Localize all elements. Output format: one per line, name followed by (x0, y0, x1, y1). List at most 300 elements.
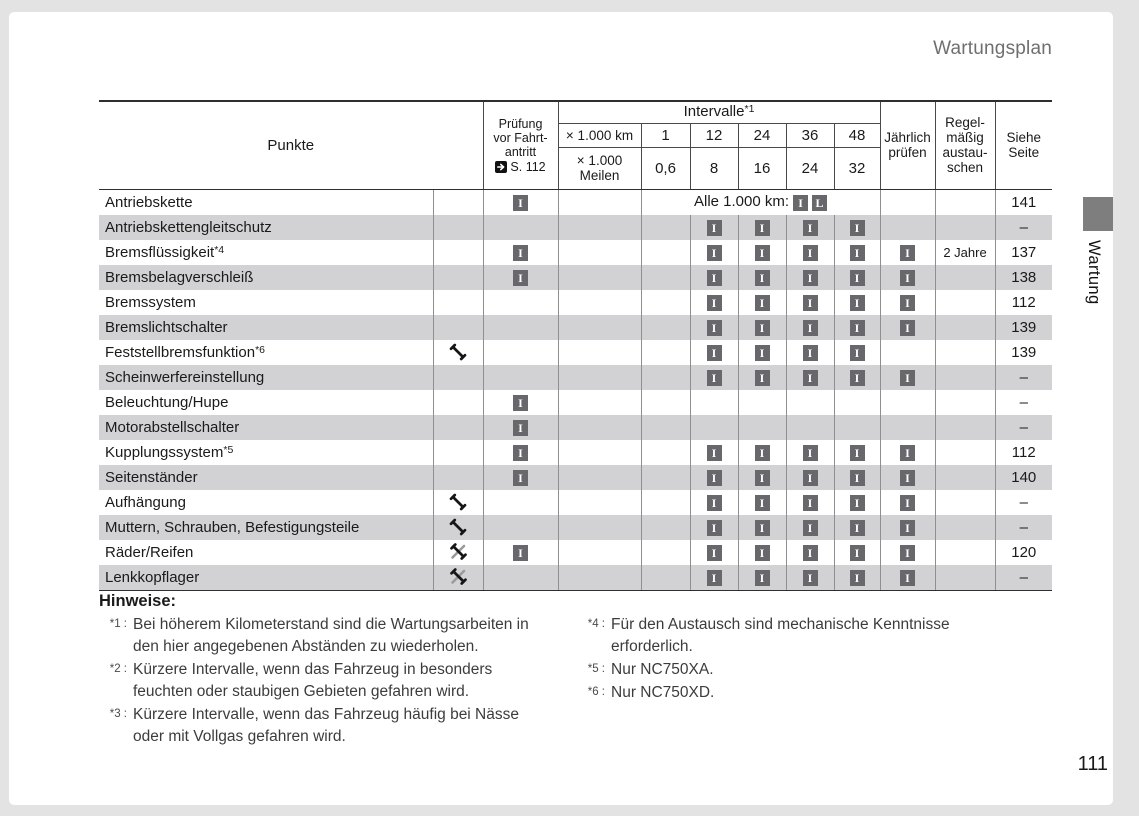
interval-cell (641, 340, 690, 365)
annual-check-cell (880, 515, 935, 540)
column-header-annual-check (880, 101, 935, 189)
inspect-badge: I (707, 270, 722, 286)
footnote-ref: *6 (255, 343, 265, 356)
footnote-ref: *4 (214, 243, 225, 256)
inspect-badge: I (803, 295, 818, 311)
km-scale-cell (558, 465, 641, 490)
notes-right-column (577, 614, 1055, 749)
interval-cell (641, 315, 690, 340)
see-page-cell: 140 (995, 465, 1052, 490)
miles-tick: 32 (834, 147, 880, 189)
km-scale-cell (558, 565, 641, 591)
interval-cell (690, 290, 738, 315)
inspect-badge: I (513, 245, 528, 261)
annual-check-cell (880, 540, 935, 565)
inspect-badge: I (850, 270, 865, 286)
see-page-cell: 120 (995, 540, 1052, 565)
inspect-badge: I (850, 345, 865, 361)
table-row (99, 490, 1052, 515)
pre-ride-page-ref: S. 112 (510, 159, 546, 174)
see-page-cell: – (995, 390, 1052, 415)
replace-line-4: schen (947, 160, 984, 176)
interval-cell (738, 490, 786, 515)
inspect-badge: I (707, 295, 722, 311)
pre-ride-cell (483, 565, 558, 591)
see-page-cell: 139 (995, 340, 1052, 365)
see-page-line-2: Seite (1008, 145, 1040, 161)
wrench-icon (449, 343, 467, 361)
inspect-badge: I (707, 570, 722, 586)
annual-check-cell (880, 290, 935, 315)
see-page-cell: – (995, 515, 1052, 540)
interval-cell (834, 490, 880, 515)
inspect-badge: I (513, 270, 528, 286)
interval-cell (786, 540, 834, 565)
table-row (99, 515, 1052, 540)
replace-interval-cell (935, 215, 995, 240)
inspect-badge: I (755, 570, 770, 586)
km-scale-cell (558, 540, 641, 565)
interval-cell (786, 215, 834, 240)
interval-cell (834, 265, 880, 290)
item-label: Bremssystem (105, 293, 196, 311)
crossed-tools-icon (449, 567, 468, 586)
interval-note-cell: Alle 1.000 km: I L (641, 189, 880, 215)
see-page-cell: – (995, 415, 1052, 440)
interval-cell (641, 290, 690, 315)
km-scale-cell (558, 415, 641, 440)
item-label: Scheinwerfereinstellung (99, 365, 433, 390)
annual-check-cell (880, 315, 935, 340)
inspect-badge: I (513, 545, 528, 561)
item-label: Antriebskettengleitschutz (99, 215, 433, 240)
note-text: Kürzere Intervalle, wenn das Fahrzeug häufig bei Nässe oder mit Vollgas gefahren wird. (133, 706, 519, 745)
interval-cell (786, 365, 834, 390)
replace-interval-cell (935, 290, 995, 315)
km-scale-cell (558, 189, 641, 215)
interval-cell (690, 340, 738, 365)
inspect-badge: I (755, 295, 770, 311)
see-page-cell: 141 (995, 189, 1052, 215)
see-page-cell: 112 (995, 440, 1052, 465)
replace-interval-cell (935, 265, 995, 290)
interval-cell (641, 565, 690, 591)
table-row (99, 365, 1052, 390)
pre-ride-cell (483, 290, 558, 315)
see-page-cell: 138 (995, 265, 1052, 290)
see-page-line-1: Siehe (1006, 130, 1042, 146)
replace-interval-cell (935, 340, 995, 365)
chapter-tab-marker (1083, 197, 1113, 231)
interval-cell (641, 440, 690, 465)
note-text: Für den Austausch sind mechanische Kenntnisse erforderlich. (611, 616, 950, 655)
inspect-badge: I (900, 470, 915, 486)
interval-cell (738, 290, 786, 315)
page-reference-arrow-icon (495, 161, 507, 173)
inspect-badge: I (793, 195, 808, 211)
interval-cell (786, 415, 834, 440)
pre-ride-cell (483, 490, 558, 515)
interval-cell (738, 540, 786, 565)
replace-interval-cell (935, 390, 995, 415)
interval-cell (690, 465, 738, 490)
annual-check-cell (880, 215, 935, 240)
intervals-label: Intervalle (683, 102, 745, 120)
pre-ride-cell (483, 315, 558, 340)
replace-line-2: mäßig (946, 130, 984, 146)
interval-cell (690, 540, 738, 565)
replace-interval-cell (935, 415, 995, 440)
miles-line-2: Meilen (579, 168, 620, 183)
interval-cell (834, 215, 880, 240)
pre-ride-line-1: Prüfung (498, 116, 543, 131)
table-row (99, 240, 1052, 265)
inspect-badge: I (900, 245, 915, 261)
page-title: Wartungsplan (933, 38, 1052, 59)
crossed-tools-icon (449, 542, 468, 561)
km-tick: 12 (690, 123, 738, 147)
pre-ride-line-3: antritt (504, 144, 537, 159)
annual-check-cell (880, 465, 935, 490)
replace-interval-cell (935, 540, 995, 565)
tool-cell (433, 515, 483, 540)
inspect-badge: I (803, 470, 818, 486)
inspect-badge: I (513, 470, 528, 486)
inspect-badge: I (850, 295, 865, 311)
km-scale-cell (558, 390, 641, 415)
pre-ride-cell (483, 390, 558, 415)
note-ref: *2 : (109, 663, 127, 675)
tool-cell (433, 415, 483, 440)
item-label: Motorabstellschalter (99, 415, 433, 440)
pre-ride-line-2: vor Fahrt- (493, 130, 548, 145)
interval-cell (641, 365, 690, 390)
interval-cell (738, 340, 786, 365)
chapter-tab-label: Wartung (1085, 240, 1103, 305)
miles-line-1: × 1.000 (576, 153, 623, 168)
interval-cell (786, 340, 834, 365)
tool-cell (433, 365, 483, 390)
pre-ride-cell (483, 415, 558, 440)
km-scale-cell (558, 515, 641, 540)
annual-check-cell (880, 340, 935, 365)
inspect-badge: I (755, 245, 770, 261)
interval-cell (834, 465, 880, 490)
interval-cell (641, 540, 690, 565)
inspect-badge: I (900, 570, 915, 586)
interval-cell (738, 315, 786, 340)
pre-ride-cell (483, 365, 558, 390)
column-header-see-page (995, 101, 1052, 189)
table-row (99, 415, 1052, 440)
tool-cell (433, 240, 483, 265)
interval-cell (738, 515, 786, 540)
interval-cell (786, 465, 834, 490)
wrench-icon (449, 493, 467, 511)
km-tick: 1 (641, 123, 690, 147)
interval-cell (834, 315, 880, 340)
annual-line-2: prüfen (888, 145, 927, 161)
pre-ride-cell (483, 340, 558, 365)
interval-cell (641, 415, 690, 440)
annual-check-cell (880, 265, 935, 290)
km-tick: 48 (834, 123, 880, 147)
inspect-badge: I (513, 420, 528, 436)
pre-ride-cell (483, 515, 558, 540)
pre-ride-cell (483, 215, 558, 240)
interval-cell (738, 465, 786, 490)
inspect-badge: I (850, 570, 865, 586)
item-label: Beleuchtung/Hupe (105, 393, 229, 411)
km-scale-cell (558, 240, 641, 265)
replace-interval-cell (935, 315, 995, 340)
km-scale-cell (558, 265, 641, 290)
interval-cell (834, 540, 880, 565)
inspect-badge: I (513, 445, 528, 461)
km-scale-cell (558, 440, 641, 465)
table-row (99, 315, 1052, 340)
interval-cell (786, 490, 834, 515)
tool-cell (433, 290, 483, 315)
note-item (577, 614, 1055, 658)
inspect-badge: I (803, 270, 818, 286)
interval-cell (786, 440, 834, 465)
inspect-badge: I (900, 445, 915, 461)
note-item (99, 614, 577, 658)
interval-cell (690, 240, 738, 265)
inspect-badge: I (850, 520, 865, 536)
replace-interval-cell (935, 515, 995, 540)
replace-line-3: austau- (942, 145, 988, 161)
km-scale-cell (558, 215, 641, 240)
page-number: 111 (1077, 753, 1108, 775)
interval-cell (690, 440, 738, 465)
inspect-badge: I (755, 495, 770, 511)
column-header-regular-replace (935, 101, 995, 189)
inspect-badge: I (850, 545, 865, 561)
interval-cell (786, 240, 834, 265)
replace-interval-cell (935, 465, 995, 490)
interval-cell (786, 290, 834, 315)
interval-cell (786, 565, 834, 591)
miles-tick: 8 (690, 147, 738, 189)
see-page-cell: 112 (995, 290, 1052, 315)
see-page-cell: 137 (995, 240, 1052, 265)
item-label: Feststellbremsfunktion$^{*6}$ (105, 343, 265, 361)
see-page-cell: – (995, 215, 1052, 240)
interval-cell (834, 565, 880, 591)
inspect-badge: I (803, 220, 818, 236)
interval-cell (738, 415, 786, 440)
inspect-badge: I (755, 220, 770, 236)
note-text: Bei höherem Kilometerstand sind die Wartungsarbeiten in den hier angegebenen Abständen zu wiederholen. (133, 616, 529, 655)
wrench-icon (449, 518, 467, 536)
column-header-punkte: Punkte (99, 101, 483, 189)
inspect-badge: I (803, 320, 818, 336)
pre-ride-cell (483, 440, 558, 465)
annual-check-cell (880, 240, 935, 265)
note-item (99, 659, 577, 703)
annual-check-cell (880, 415, 935, 440)
inspect-badge: I (755, 445, 770, 461)
note-ref: *1 : (109, 618, 127, 630)
km-scale-cell (558, 365, 641, 390)
table-row (99, 265, 1052, 290)
inspect-badge: I (707, 445, 722, 461)
interval-cell (690, 365, 738, 390)
inspect-badge: I (755, 270, 770, 286)
inspect-badge: I (755, 545, 770, 561)
tool-cell (433, 540, 483, 565)
interval-cell (690, 315, 738, 340)
inspect-badge: I (707, 345, 722, 361)
km-tick: 24 (738, 123, 786, 147)
see-page-cell: – (995, 365, 1052, 390)
footnote-ref: *5 (223, 443, 234, 456)
inspect-badge: I (803, 495, 818, 511)
tool-cell (433, 565, 483, 591)
inspect-badge: I (803, 445, 818, 461)
inspect-badge: I (900, 320, 915, 336)
see-page-cell: – (995, 490, 1052, 515)
inspect-badge: I (850, 470, 865, 486)
item-label: Bremsbelagverschleiß (99, 265, 433, 290)
see-page-cell: – (995, 565, 1052, 591)
inspect-badge: I (850, 220, 865, 236)
interval-cell (834, 240, 880, 265)
inspect-badge: I (803, 570, 818, 586)
inspect-badge: I (900, 370, 915, 386)
inspect-badge: I (513, 195, 528, 211)
note-text: Kürzere Intervalle, wenn das Fahrzeug in besonders feuchten oder staubigen Gebieten gefahren wird. (133, 661, 493, 700)
interval-cell (641, 240, 690, 265)
inspect-badge: I (850, 370, 865, 386)
intervals-footnote-ref: *1 (744, 102, 755, 115)
miles-scale-label (558, 147, 641, 189)
tool-cell (433, 265, 483, 290)
note-ref: *6 : (587, 686, 605, 698)
inspect-badge: I (900, 520, 915, 536)
item-label: Lenkkopflager (99, 565, 433, 591)
annual-check-cell (880, 490, 935, 515)
interval-cell (690, 490, 738, 515)
interval-cell (786, 515, 834, 540)
inspect-badge: I (900, 295, 915, 311)
interval-cell (834, 390, 880, 415)
see-page-cell: 139 (995, 315, 1052, 340)
inspect-badge: I (755, 520, 770, 536)
table-row (99, 465, 1052, 490)
interval-cell (641, 490, 690, 515)
interval-cell (738, 265, 786, 290)
note-ref: *5 : (587, 663, 605, 675)
table-row (99, 540, 1052, 565)
interval-cell (834, 440, 880, 465)
miles-tick: 16 (738, 147, 786, 189)
pre-ride-cell (483, 540, 558, 565)
replace-interval-cell (935, 365, 995, 390)
annual-check-cell (880, 440, 935, 465)
miles-tick: 24 (786, 147, 834, 189)
note-ref: *4 : (587, 618, 605, 630)
table-row (99, 290, 1052, 315)
inspect-badge: I (707, 545, 722, 561)
interval-cell (690, 265, 738, 290)
interval-cell (834, 515, 880, 540)
tool-cell (433, 315, 483, 340)
tool-cell (433, 440, 483, 465)
item-label: Seitenständer (99, 465, 433, 490)
note-text: Nur NC750XA. (611, 661, 714, 678)
interval-cell (690, 565, 738, 591)
annual-line-1: Jährlich (884, 130, 931, 146)
note-text: Nur NC750XD. (611, 684, 715, 701)
column-header-pre-ride-check (483, 101, 558, 189)
inspect-badge: I (707, 520, 722, 536)
interval-cell (690, 215, 738, 240)
tool-cell (433, 465, 483, 490)
interval-cell (834, 365, 880, 390)
item-label: Aufhängung (105, 493, 186, 511)
inspect-badge: I (900, 495, 915, 511)
tool-cell (433, 215, 483, 240)
table-row (99, 340, 1052, 365)
annual-check-cell (880, 365, 935, 390)
km-scale-cell (558, 315, 641, 340)
inspect-badge: I (707, 370, 722, 386)
inspect-badge: I (803, 370, 818, 386)
annual-check-cell (880, 565, 935, 591)
interval-cell (786, 390, 834, 415)
inspect-badge: I (850, 495, 865, 511)
inspect-badge: I (803, 545, 818, 561)
item-label: Bremsflüssigkeit$^{*4}$ (105, 243, 225, 261)
inspect-badge: I (803, 245, 818, 261)
table-row (99, 189, 1052, 215)
km-scale-cell (558, 490, 641, 515)
interval-cell (690, 515, 738, 540)
interval-cell (834, 290, 880, 315)
item-label: Bremslichtschalter (99, 315, 433, 340)
notes-heading: Hinweise: (99, 592, 177, 610)
replace-interval-cell (935, 565, 995, 591)
notes-section (99, 592, 1055, 749)
interval-cell (738, 390, 786, 415)
item-label: Räder/Reifen (105, 543, 194, 561)
inspect-badge: I (513, 395, 528, 411)
interval-cell (738, 240, 786, 265)
inspect-badge: I (755, 345, 770, 361)
inspect-badge: I (707, 470, 722, 486)
inspect-badge: I (707, 495, 722, 511)
interval-cell (834, 340, 880, 365)
lubricate-badge: L (812, 195, 827, 211)
interval-cell (834, 415, 880, 440)
table-row (99, 215, 1052, 240)
inspect-badge: I (803, 345, 818, 361)
miles-tick: 0,6 (641, 147, 690, 189)
annual-check-cell (880, 189, 935, 215)
item-label: Muttern, Schrauben, Befestigungsteile (99, 515, 433, 540)
item-label: Antriebskette (105, 193, 193, 211)
maintenance-table-body (99, 189, 1052, 590)
interval-cell (738, 365, 786, 390)
table-row (99, 390, 1052, 415)
km-tick: 36 (786, 123, 834, 147)
interval-cell (738, 565, 786, 591)
column-header-intervals (558, 101, 880, 123)
inspect-badge: I (850, 320, 865, 336)
